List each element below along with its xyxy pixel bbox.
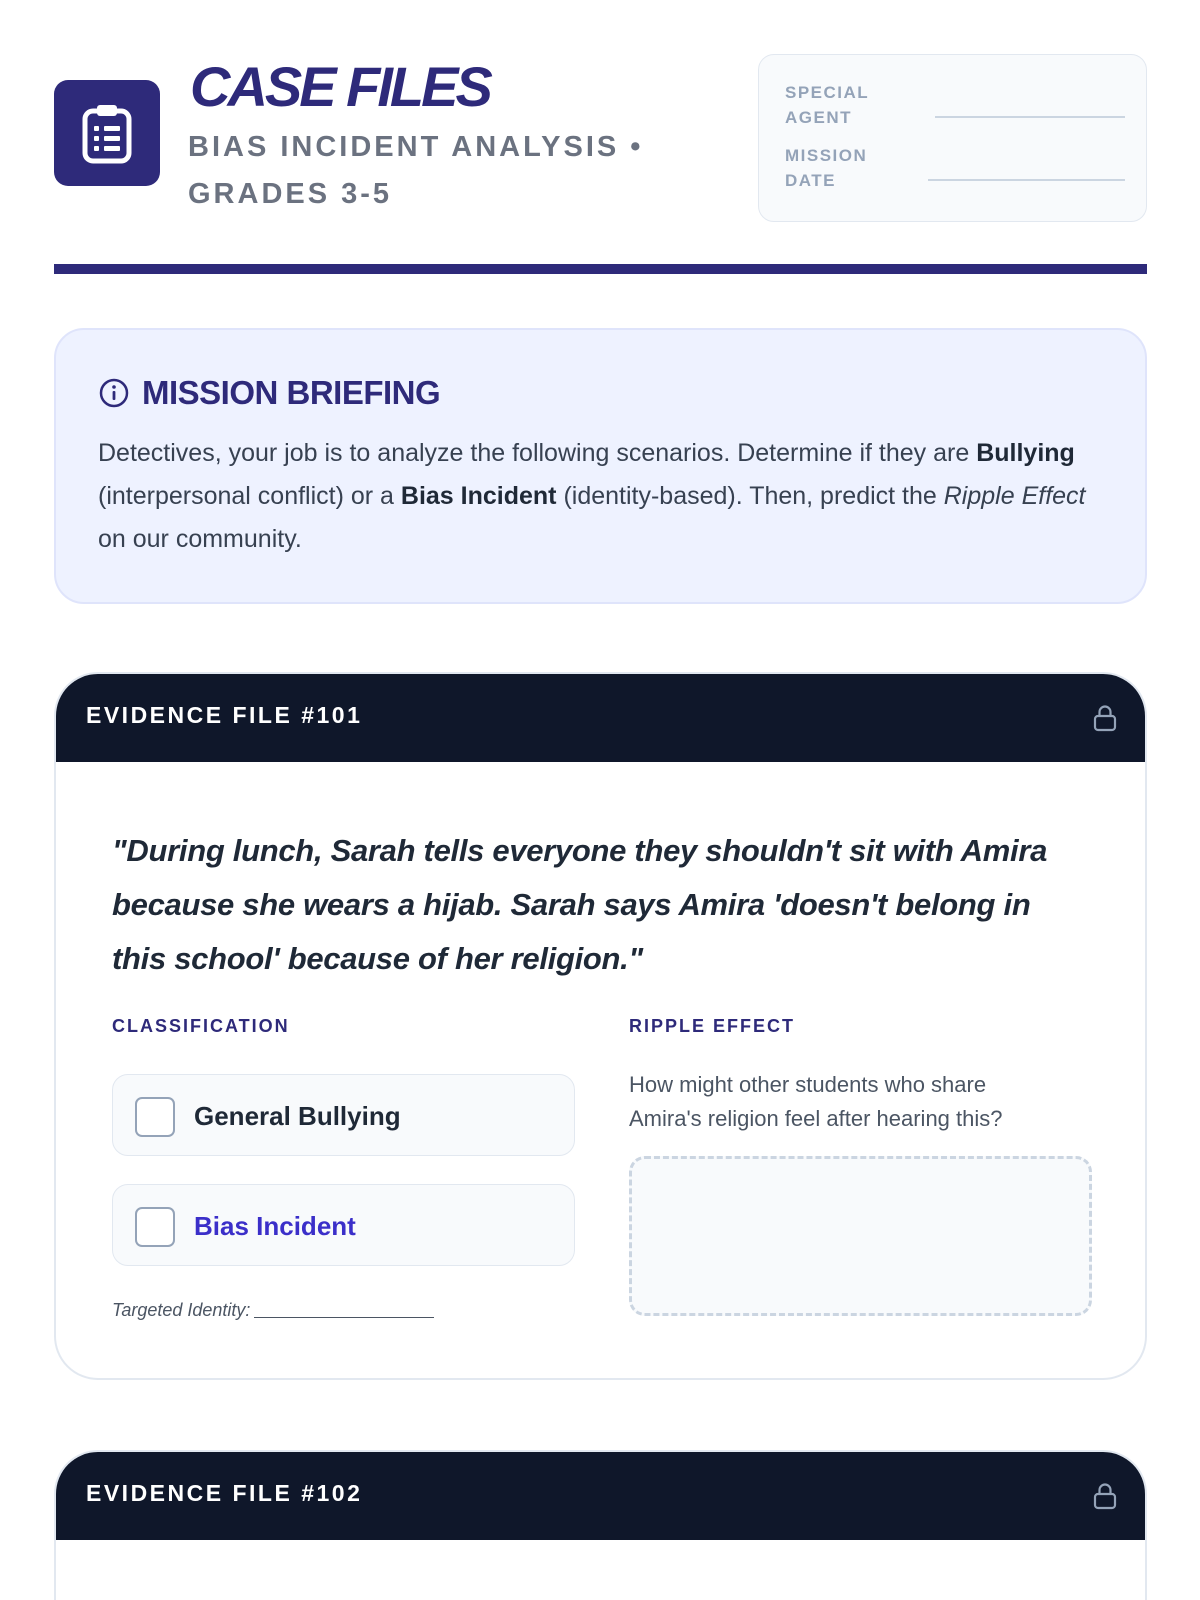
targeted-identity-field[interactable] [112,1300,434,1321]
agent-info-box [758,54,1147,222]
lock-icon [1093,704,1117,732]
case-scenario-quote: "During lunch, Sarah tells everyone they shouldn't sit with Amira because she wears a hijab. Sarah says Amira 'doesn't belong in this school' because of her religion." [112,833,1048,976]
evidence-file-title: EVIDENCE FILE #102 [86,1480,363,1506]
general-bullying-label: General Bullying [194,1101,401,1131]
targeted-identity-label: Targeted Identity: [112,1300,251,1320]
mission-date-label: MISSION DATE [785,146,868,190]
page-title: CASE FILES [190,55,490,118]
general-bullying-checkbox[interactable] [135,1097,175,1137]
briefing-text: Detectives, your job is to analyze the following scenarios. Determine if they are Bullying (interpersonal conflict) or a Bias Incident (identity-based). Then, predict the Ripple Effect on our community. [98,439,1086,553]
info-icon [98,377,130,409]
evidence-file-101 [54,672,1147,1380]
special-agent-field [785,80,1125,130]
special-agent-line[interactable] [935,116,1125,118]
ripple-effect-label: RIPPLE EFFECT [629,1016,796,1036]
bias-incident-checkbox[interactable] [135,1207,175,1247]
ripple-effect-question: How might other students who share Amira's religion feel after hearing this? [629,1072,1003,1131]
ripple-effect-answer-box[interactable] [629,1156,1092,1316]
mission-date-field [785,143,1125,193]
bias-incident-label: Bias Incident [194,1211,356,1241]
bullying-term: Bullying [976,439,1075,467]
briefing-heading [98,374,440,412]
evidence-file-header [56,674,1145,762]
mission-date-line[interactable] [928,179,1125,181]
evidence-file-title: EVIDENCE FILE #101 [86,702,363,728]
evidence-file-header [56,1452,1145,1540]
page-subtitle: BIAS INCIDENT ANALYSIS • GRADES 3-5 [188,131,644,210]
ripple-effect-term: Ripple Effect [943,482,1086,510]
header-divider [54,264,1147,274]
briefing-title: MISSION BRIEFING [142,374,441,411]
option-bias-incident[interactable] [112,1184,575,1266]
logo [54,80,160,186]
targeted-identity-line[interactable] [254,1317,434,1318]
mission-briefing [54,328,1147,604]
option-general-bullying[interactable] [112,1074,575,1156]
classification-label: CLASSIFICATION [112,1016,290,1036]
lock-icon [1093,1482,1117,1510]
clipboard-icon [82,102,132,164]
special-agent-label: SPECIAL AGENT [785,83,869,127]
worksheet-header [54,52,1147,222]
evidence-file-102 [54,1450,1147,1600]
bias-incident-term: Bias Incident [400,482,557,510]
